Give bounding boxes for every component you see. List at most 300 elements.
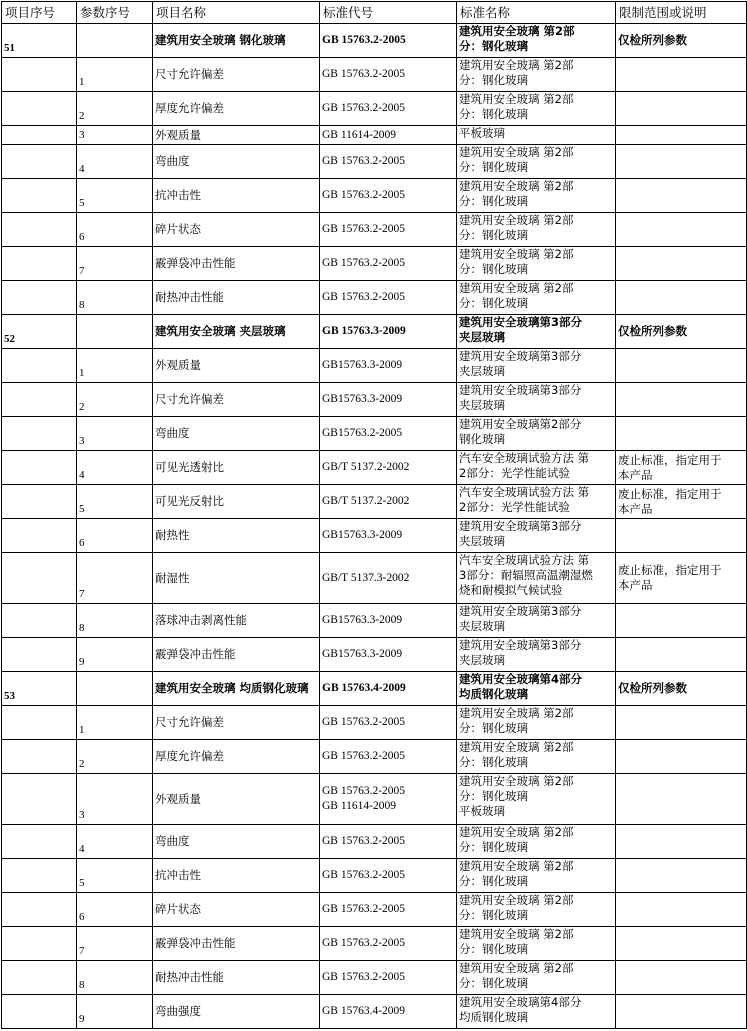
std-name-line: 建筑用安全玻璃 第2部 [459, 281, 574, 295]
std-name-line: 分：钢化玻璃 [459, 73, 528, 87]
param-name: 弯曲强度 [153, 995, 320, 1029]
std-code-line: GB 15763.2-2005 [322, 257, 406, 269]
param-row [2, 995, 747, 1029]
std-name-line: 分：钢化玻璃 [459, 262, 528, 276]
param-name: 尺寸允许偏差 [153, 383, 320, 417]
std-code-line: GB15763.3-2009 [322, 648, 403, 660]
param-limit [616, 92, 747, 126]
std-name-line: 建筑用安全玻璃 第2部 [459, 179, 574, 193]
param-std-name [457, 740, 616, 774]
item-no-empty [2, 638, 77, 672]
param-name: 霰弹袋冲击性能 [153, 927, 320, 961]
group-std-name [457, 672, 616, 706]
param-limit [616, 519, 747, 553]
param-std-code [320, 995, 457, 1029]
param-no: 2 [77, 92, 153, 126]
item-no-empty [2, 961, 77, 995]
item-no-empty [2, 213, 77, 247]
group-limit [616, 672, 747, 706]
table-body [2, 24, 747, 1029]
param-row [2, 126, 747, 145]
param-no: 3 [77, 126, 153, 145]
std-name-line: 建筑用安全玻璃 第2部 [459, 247, 574, 261]
group-std-code [320, 315, 457, 349]
param-no: 6 [77, 213, 153, 247]
param-limit [616, 179, 747, 213]
std-code-line: GB15763.3-2009 [322, 359, 403, 371]
std-code-line: GB 15763.4-2009 [322, 682, 406, 694]
param-no: 4 [77, 451, 153, 485]
group-name: 建筑用安全玻璃 均质钢化玻璃 [153, 672, 320, 706]
param-limit [616, 927, 747, 961]
param-std-name [457, 638, 616, 672]
param-limit [616, 553, 747, 604]
param-name: 外观质量 [153, 349, 320, 383]
param-std-name [457, 451, 616, 485]
param-limit [616, 893, 747, 927]
param-row [2, 179, 747, 213]
group-limit [616, 315, 747, 349]
std-name-line: 建筑用安全玻璃 第2部 [459, 825, 574, 839]
param-row [2, 485, 747, 519]
param-std-name [457, 349, 616, 383]
group-std-name [457, 315, 616, 349]
param-std-name [457, 247, 616, 281]
param-no: 6 [77, 519, 153, 553]
param-limit [616, 859, 747, 893]
std-code-line: GB 15763.2-2005 [322, 750, 406, 762]
param-std-code [320, 383, 457, 417]
std-name-line: 建筑用安全玻璃第3部分 [459, 638, 582, 652]
std-name-line: 分：钢化玻璃 [459, 228, 528, 242]
std-code-line: GB15763.3-2009 [322, 393, 403, 405]
std-name-line: 建筑用安全玻璃 第2部 [459, 213, 574, 227]
std-name-line: 建筑用安全玻璃第3部分 [459, 349, 582, 363]
param-name: 碎片状态 [153, 893, 320, 927]
param-std-code [320, 92, 457, 126]
param-row [2, 859, 747, 893]
std-name-line: 2部分：光学性能试验 [459, 500, 570, 514]
limit-line: 本产品 [618, 578, 653, 592]
param-std-name [457, 485, 616, 519]
param-std-name [457, 519, 616, 553]
std-code-line: GB/T 5137.3-2002 [322, 571, 410, 584]
std-code-line: GB 15763.4-2009 [322, 1005, 406, 1017]
param-row [2, 417, 747, 451]
param-no: 7 [77, 247, 153, 281]
item-no-empty [2, 893, 77, 927]
std-name-line: 建筑用安全玻璃 第2部 [459, 706, 574, 720]
std-code-line: GB 15763.2-2005 [322, 869, 406, 881]
std-name-line: 建筑用安全玻璃 第2部 [459, 774, 574, 788]
standards-table [1, 1, 747, 1029]
param-row [2, 58, 747, 92]
limit-line: 废止标准，指定用于 [618, 452, 722, 467]
header-item-name: 项目名称 [153, 2, 320, 24]
param-std-code [320, 213, 457, 247]
param-row [2, 706, 747, 740]
param-no: 1 [77, 58, 153, 92]
param-limit [616, 638, 747, 672]
group-param-empty [77, 672, 153, 706]
group-param-empty [77, 24, 153, 58]
std-name-line: 建筑用安全玻璃 第2部 [459, 859, 574, 873]
param-limit [616, 774, 747, 825]
param-no: 2 [77, 383, 153, 417]
item-no-empty [2, 553, 77, 604]
param-limit [616, 451, 747, 485]
param-row [2, 825, 747, 859]
std-name-line: 建筑用安全玻璃 第2部 [459, 740, 574, 754]
std-name-line: 分：钢化玻璃 [459, 39, 528, 53]
item-no-empty [2, 774, 77, 825]
std-name-line: 平板玻璃 [459, 804, 505, 818]
header-item-no: 项目序号 [2, 2, 77, 24]
param-name: 可见光反射比 [153, 485, 320, 519]
param-no: 4 [77, 825, 153, 859]
group-row [2, 672, 747, 706]
std-name-line: 分：钢化玻璃 [459, 160, 528, 174]
param-no: 9 [77, 638, 153, 672]
param-row [2, 961, 747, 995]
limit-line: 本产品 [618, 501, 653, 516]
limit-line: 仅检所列参数 [618, 681, 687, 695]
std-code-line: GB/T 5137.2-2002 [322, 495, 410, 507]
std-code-line: GB 15763.2-2005 [322, 102, 406, 114]
std-name-line: 建筑用安全玻璃第3部分 [459, 519, 582, 533]
param-row [2, 519, 747, 553]
param-row [2, 349, 747, 383]
std-code-line: GB 15763.2-2005 [322, 971, 406, 983]
param-row [2, 92, 747, 126]
param-std-code [320, 417, 457, 451]
param-name: 可见光透射比 [153, 451, 320, 485]
param-std-name [457, 126, 616, 145]
param-limit [616, 58, 747, 92]
std-name-line: 分：钢化玻璃 [459, 296, 528, 310]
param-no: 7 [77, 553, 153, 604]
item-no-empty [2, 417, 77, 451]
item-no-empty [2, 604, 77, 638]
std-code-line: GB 11614-2009 [322, 128, 397, 141]
std-code-line: GB 15763.2-2005 [322, 34, 406, 46]
param-std-code [320, 451, 457, 485]
group-std-code [320, 672, 457, 706]
param-no: 5 [77, 179, 153, 213]
std-name-line: 分：钢化玻璃 [459, 840, 528, 854]
param-std-code [320, 740, 457, 774]
param-limit [616, 213, 747, 247]
param-no: 1 [77, 349, 153, 383]
std-code-line: GB 15763.3-2009 [322, 325, 406, 337]
param-row [2, 774, 747, 825]
param-std-name [457, 417, 616, 451]
item-no-empty [2, 995, 77, 1029]
param-std-code [320, 706, 457, 740]
param-limit [616, 825, 747, 859]
item-no-empty [2, 740, 77, 774]
param-limit [616, 604, 747, 638]
std-name-line: 汽车安全玻璃试验方法 第 [459, 485, 590, 499]
param-row [2, 893, 747, 927]
std-name-line: 汽车安全玻璃试验方法 第 [459, 451, 590, 465]
param-name: 落球冲击剥离性能 [153, 604, 320, 638]
param-std-name [457, 995, 616, 1029]
param-std-name [457, 553, 616, 604]
param-limit [616, 247, 747, 281]
param-no: 7 [77, 927, 153, 961]
std-code-line: GB 11614-2009 [322, 800, 397, 812]
param-std-code [320, 893, 457, 927]
std-name-line: 汽车安全玻璃试验方法 第 [459, 553, 590, 567]
limit-line: 仅检所列参数 [618, 33, 687, 47]
param-std-code [320, 485, 457, 519]
std-name-line: 建筑用安全玻璃 第2部 [459, 927, 574, 941]
param-std-name [457, 859, 616, 893]
std-name-line: 夹层玻璃 [459, 534, 505, 548]
std-name-line: 分：钢化玻璃 [459, 942, 528, 956]
group-param-empty [77, 315, 153, 349]
param-std-code [320, 774, 457, 825]
param-std-code [320, 58, 457, 92]
param-name: 尺寸允许偏差 [153, 58, 320, 92]
std-code-line: GB/T 5137.2-2002 [322, 461, 410, 473]
group-name: 建筑用安全玻璃 钢化玻璃 [153, 24, 320, 58]
std-name-line: 建筑用安全玻璃 第2部 [459, 58, 574, 72]
param-std-code [320, 825, 457, 859]
limit-line: 废止标准，指定用于 [618, 563, 722, 577]
param-limit [616, 706, 747, 740]
std-name-line: 分：钢化玻璃 [459, 107, 528, 121]
param-row [2, 145, 747, 179]
param-row [2, 451, 747, 485]
item-no-empty [2, 485, 77, 519]
param-row [2, 740, 747, 774]
group-id: 52 [2, 315, 77, 349]
param-name: 耐热冲击性能 [153, 961, 320, 995]
param-std-code [320, 553, 457, 604]
item-no-empty [2, 179, 77, 213]
std-code-line: GB 15763.2-2005 [322, 155, 406, 167]
param-row [2, 604, 747, 638]
param-name: 厚度允许偏差 [153, 740, 320, 774]
param-no: 8 [77, 961, 153, 995]
std-code-line: GB15763.2-2005 [322, 427, 403, 439]
param-std-code [320, 145, 457, 179]
std-name-line: 均质钢化玻璃 [459, 1010, 528, 1024]
std-name-line: 建筑用安全玻璃 第2部 [459, 92, 574, 106]
param-name: 厚度允许偏差 [153, 92, 320, 126]
param-row [2, 247, 747, 281]
param-std-code [320, 961, 457, 995]
param-std-code [320, 179, 457, 213]
std-name-line: 建筑用安全玻璃第3部分 [459, 315, 583, 329]
param-name: 弯曲度 [153, 417, 320, 451]
std-name-line: 分：钢化玻璃 [459, 721, 528, 735]
header-row [2, 2, 747, 24]
std-name-line: 烧和耐模拟气候试验 [459, 583, 563, 597]
group-row [2, 24, 747, 58]
param-row [2, 383, 747, 417]
param-name: 外观质量 [153, 774, 320, 825]
param-no: 3 [77, 417, 153, 451]
param-std-code [320, 349, 457, 383]
param-std-name [457, 281, 616, 315]
std-name-line: 平板玻璃 [459, 126, 505, 140]
param-limit [616, 485, 747, 519]
std-code-line: GB 15763.2-2005 [322, 223, 406, 235]
group-id: 53 [2, 672, 77, 706]
param-row [2, 927, 747, 961]
param-std-code [320, 247, 457, 281]
std-name-line: 建筑用安全玻璃 第2部 [459, 893, 574, 907]
param-std-name [457, 706, 616, 740]
item-no-empty [2, 145, 77, 179]
limit-line: 本产品 [618, 467, 653, 482]
std-name-line: 建筑用安全玻璃 第2部 [459, 961, 574, 975]
param-limit [616, 383, 747, 417]
limit-line: 仅检所列参数 [618, 324, 687, 338]
param-row [2, 213, 747, 247]
std-name-line: 建筑用安全玻璃 第2部 [459, 24, 575, 38]
param-limit [616, 740, 747, 774]
param-name: 耐热冲击性能 [153, 281, 320, 315]
std-name-line: 建筑用安全玻璃第2部分 [459, 417, 582, 431]
item-no-empty [2, 92, 77, 126]
param-std-name [457, 961, 616, 995]
std-code-line: GB 15763.2-2005 [322, 68, 406, 80]
param-limit [616, 126, 747, 145]
std-name-line: 分：钢化玻璃 [459, 908, 528, 922]
param-std-name [457, 92, 616, 126]
std-code-line: GB 15763.2-2005 [322, 785, 406, 797]
header-param-no: 参数序号 [77, 2, 153, 24]
std-code-line: GB 15763.2-2005 [322, 937, 406, 949]
std-name-line: 夹层玻璃 [459, 398, 505, 412]
std-code-line: GB 15763.2-2005 [322, 903, 406, 915]
header-std-name: 标准名称 [457, 2, 616, 24]
item-no-empty [2, 281, 77, 315]
param-std-name [457, 774, 616, 825]
item-no-empty [2, 383, 77, 417]
param-limit [616, 995, 747, 1029]
param-std-name [457, 893, 616, 927]
std-name-line: 夹层玻璃 [459, 653, 505, 667]
group-std-code [320, 24, 457, 58]
param-no: 5 [77, 859, 153, 893]
std-name-line: 2部分：光学性能试验 [459, 466, 570, 480]
std-name-line: 均质钢化玻璃 [459, 687, 528, 701]
item-no-empty [2, 247, 77, 281]
param-name: 抗冲击性 [153, 859, 320, 893]
param-std-code [320, 927, 457, 961]
param-name: 抗冲击性 [153, 179, 320, 213]
param-no: 1 [77, 706, 153, 740]
param-limit [616, 145, 747, 179]
std-name-line: 建筑用安全玻璃第3部分 [459, 383, 582, 397]
group-limit [616, 24, 747, 58]
param-std-name [457, 383, 616, 417]
param-row [2, 281, 747, 315]
item-no-empty [2, 349, 77, 383]
param-no: 5 [77, 485, 153, 519]
std-name-line: 建筑用安全玻璃第4部分 [459, 995, 582, 1009]
std-name-line: 建筑用安全玻璃第4部分 [459, 672, 583, 686]
std-code-line: GB 15763.2-2005 [322, 835, 406, 847]
param-no: 3 [77, 774, 153, 825]
param-limit [616, 349, 747, 383]
std-code-line: GB 15763.2-2005 [322, 291, 406, 303]
item-no-empty [2, 519, 77, 553]
param-no: 8 [77, 281, 153, 315]
param-name: 弯曲度 [153, 825, 320, 859]
std-name-line: 3部分：耐辐照高温潮湿燃 [459, 568, 593, 582]
param-std-name [457, 825, 616, 859]
std-code-line: GB15763.3-2009 [322, 614, 403, 626]
param-name: 霰弹袋冲击性能 [153, 638, 320, 672]
group-std-name [457, 24, 616, 58]
param-row [2, 638, 747, 672]
param-std-code [320, 638, 457, 672]
item-no-empty [2, 859, 77, 893]
param-no: 2 [77, 740, 153, 774]
param-std-name [457, 58, 616, 92]
param-name: 耐湿性 [153, 553, 320, 604]
param-std-name [457, 179, 616, 213]
param-name: 霰弹袋冲击性能 [153, 247, 320, 281]
group-row [2, 315, 747, 349]
param-name: 尺寸允许偏差 [153, 706, 320, 740]
param-name: 耐热性 [153, 519, 320, 553]
header-std-code: 标准代号 [320, 2, 457, 24]
std-name-line: 钢化玻璃 [459, 432, 505, 446]
param-no: 8 [77, 604, 153, 638]
std-name-line: 分：钢化玻璃 [459, 789, 528, 803]
param-no: 6 [77, 893, 153, 927]
std-code-line: GB 15763.2-2005 [322, 189, 406, 201]
std-code-line: GB 15763.2-2005 [322, 716, 406, 728]
param-std-name [457, 604, 616, 638]
param-no: 4 [77, 145, 153, 179]
std-name-line: 分：钢化玻璃 [459, 874, 528, 888]
group-name: 建筑用安全玻璃 夹层玻璃 [153, 315, 320, 349]
std-name-line: 夹层玻璃 [459, 330, 505, 344]
param-name: 弯曲度 [153, 145, 320, 179]
param-std-name [457, 213, 616, 247]
param-std-code [320, 281, 457, 315]
item-no-empty [2, 825, 77, 859]
std-name-line: 分：钢化玻璃 [459, 976, 528, 990]
std-name-line: 分：钢化玻璃 [459, 194, 528, 208]
item-no-empty [2, 927, 77, 961]
param-std-code [320, 859, 457, 893]
param-limit [616, 281, 747, 315]
param-name: 外观质量 [153, 126, 320, 145]
param-limit [616, 961, 747, 995]
std-name-line: 建筑用安全玻璃第3部分 [459, 604, 582, 618]
item-no-empty [2, 58, 77, 92]
param-std-name [457, 927, 616, 961]
param-no: 9 [77, 995, 153, 1029]
header-limit: 限制范围或说明 [616, 2, 747, 24]
param-limit [616, 417, 747, 451]
item-no-empty [2, 706, 77, 740]
group-id: 51 [2, 24, 77, 58]
limit-line: 废止标准，指定用于 [618, 486, 722, 501]
std-name-line: 建筑用安全玻璃 第2部 [459, 145, 574, 159]
param-std-code [320, 126, 457, 145]
param-std-name [457, 145, 616, 179]
